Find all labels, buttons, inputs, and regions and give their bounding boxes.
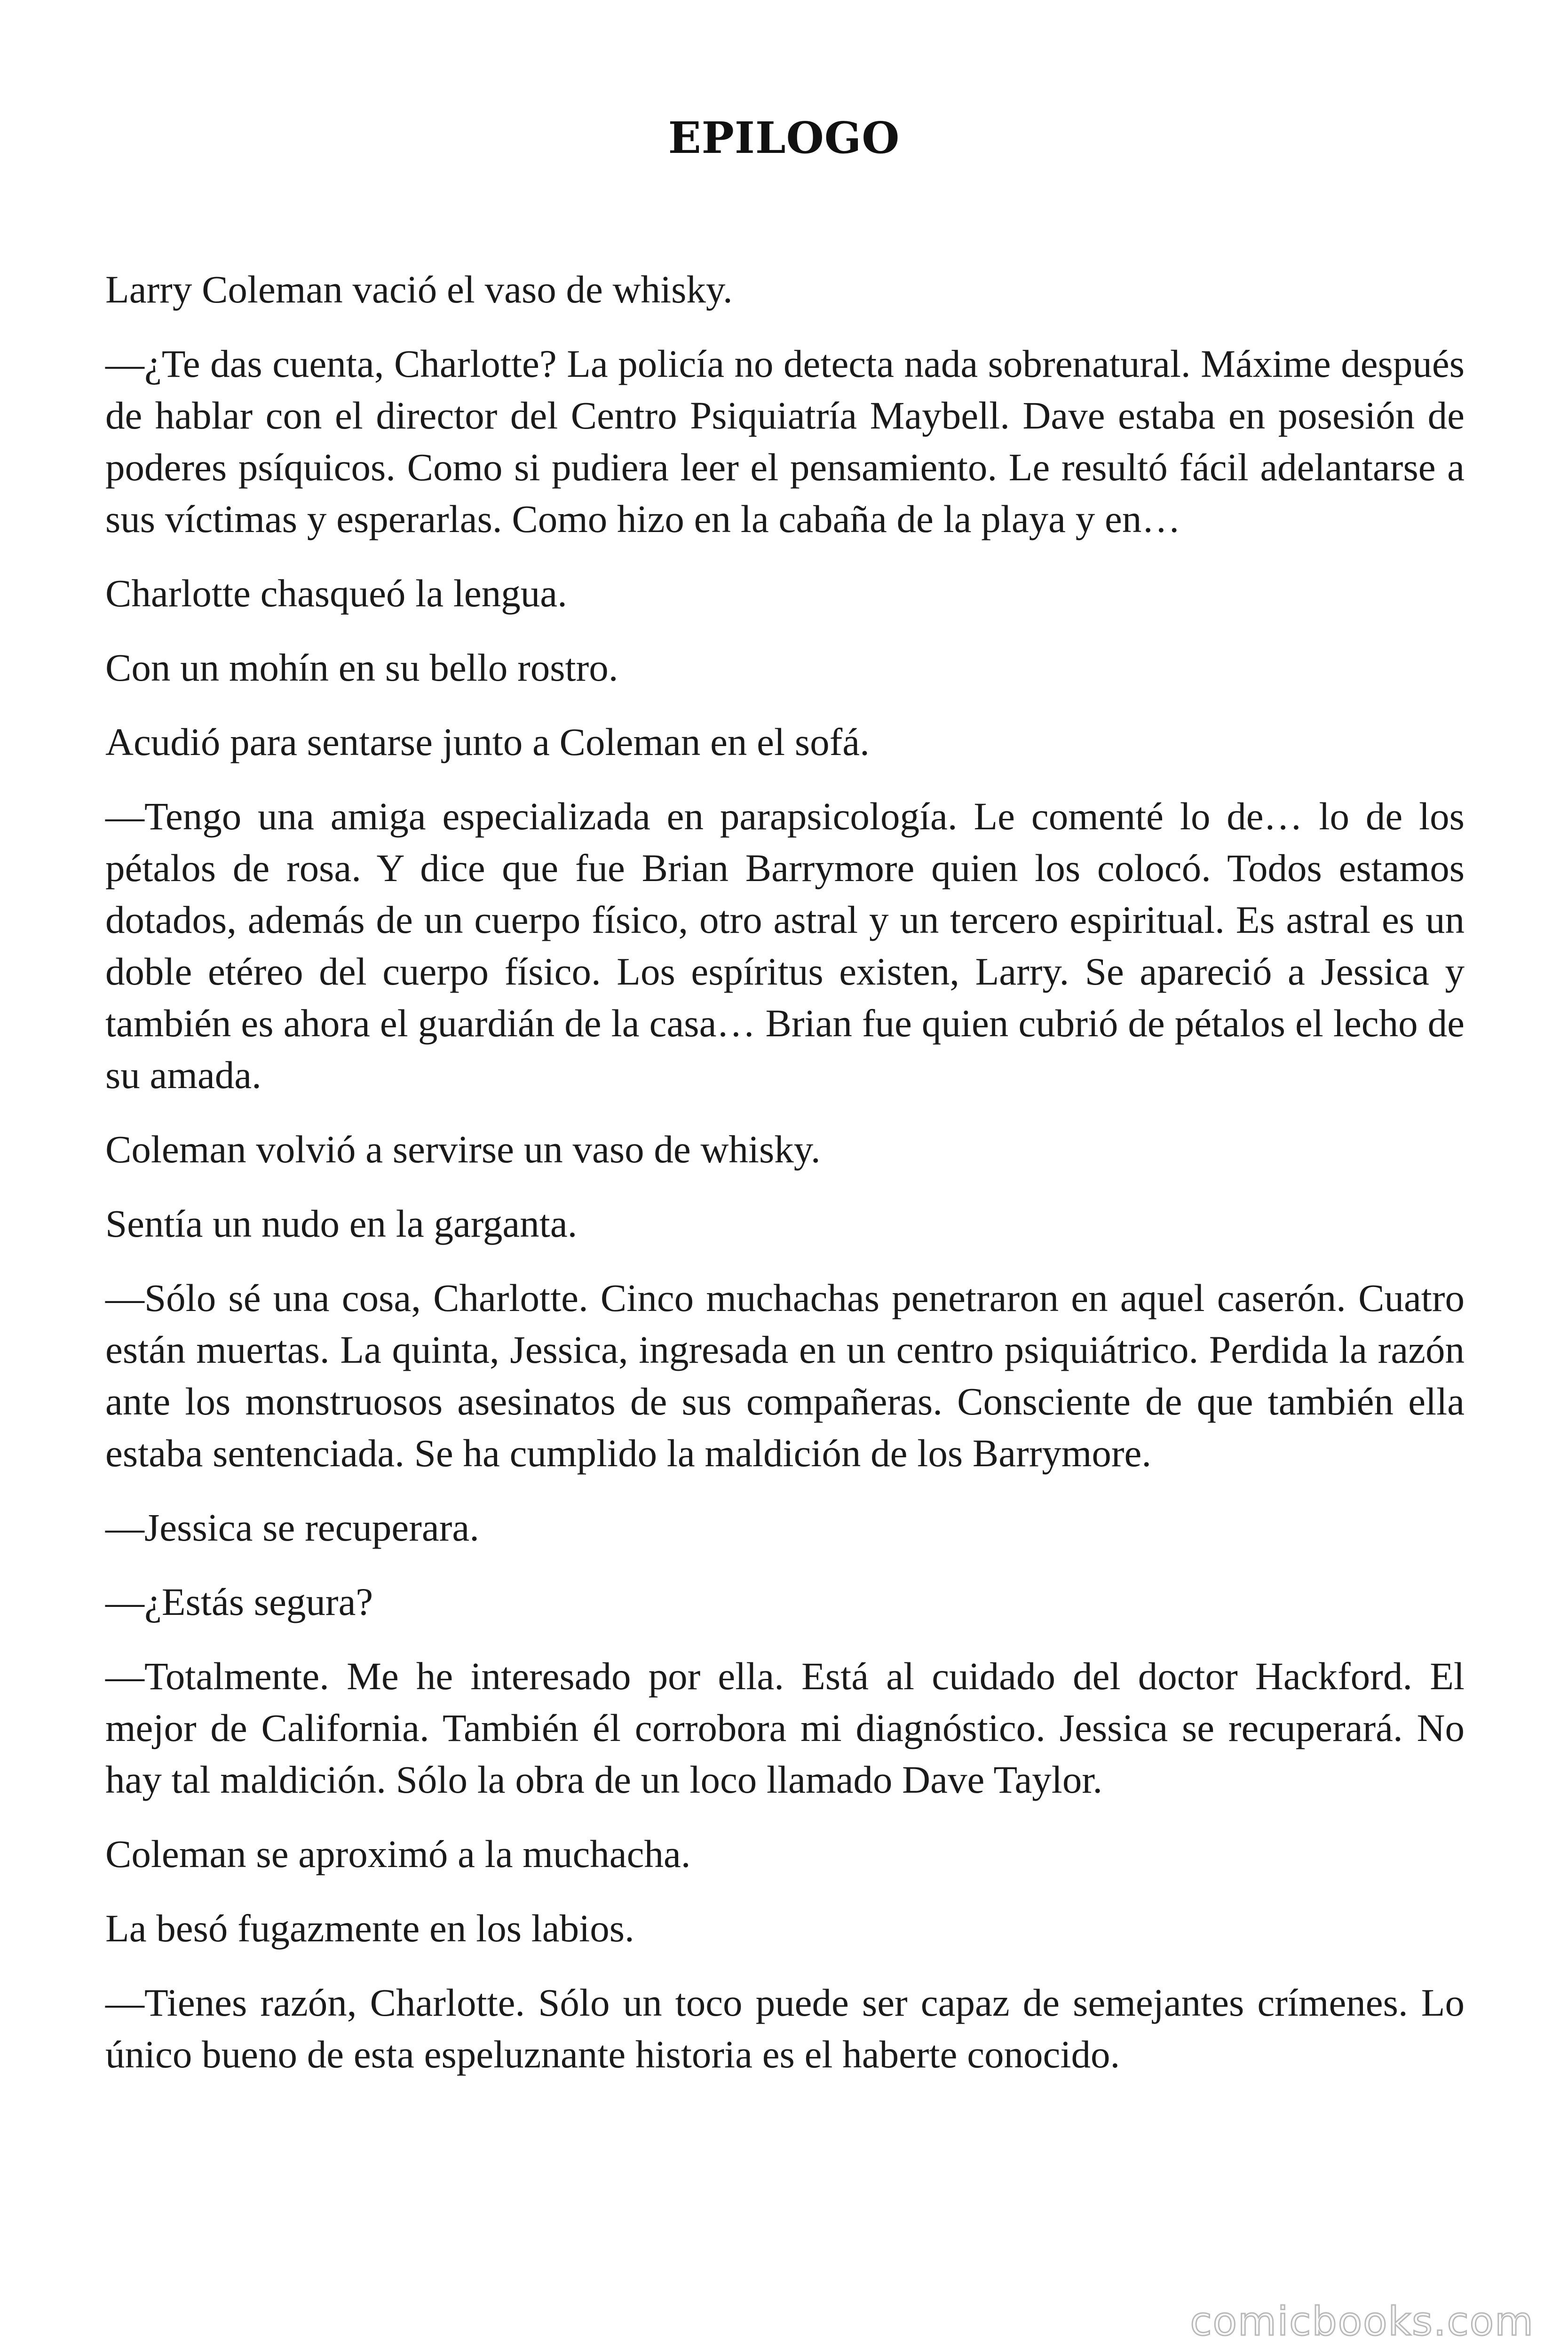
watermark: comicbooks.com xyxy=(1190,2298,1534,2344)
paragraph: Acudió para sentarse junto a Coleman en el sofá. xyxy=(105,720,870,763)
paragraph: Con un mohín en su bello rostro. xyxy=(105,646,618,689)
paragraph: —Totalmente. Me he interesado por ella. Está al cuidado del doctor Hackford. El mejor de California. También él corrobora mi diagnóstico. Jessica se recuperará. No hay tal maldición. Sólo la obra de un loco llamado Dave Taylor. xyxy=(105,1654,1465,1801)
paragraph: Sentía un nudo en la garganta. xyxy=(105,1202,578,1245)
paragraph: —Tengo una amiga especializada en parapsicología. Le comenté lo de… lo de los pétalos de rosa. Y dice que fue Brian Barrymore quien los colocó. Todos estamos dotados, además de un cuerpo físico, otro astral y un tercero espiritual. Es astral es un doble etéreo del cuerpo físico. Los espíritus existen, Larry. Se apareció a Jessica y también es ahora el guardián de la casa… Brian fue quien cubrió de pétalos el lecho de su amada. xyxy=(105,795,1465,1097)
paragraph: —Tienes razón, Charlotte. Sólo un toco puede ser capaz de semejantes crímenes. Lo único bueno de esta espeluznante historia es el haberte conocido. xyxy=(105,1981,1465,2076)
paragraph: Charlotte chasqueó la lengua. xyxy=(105,572,567,615)
paragraph: Coleman volvió a servirse un vaso de whisky. xyxy=(105,1128,821,1171)
paragraph: —¿Te das cuenta, Charlotte? La policía no detecta nada sobrenatural. Máxime después de hablar con el director del Centro Psiquiatría Maybell. Dave estaba en posesión de poderes psíquicos. Como si pudiera leer el pensamiento. Le resultó fácil adelantarse a sus víctimas y esperarlas. Como hizo en la cabaña de la playa y en… xyxy=(105,342,1465,540)
paragraph: Larry Coleman vació el vaso de whisky. xyxy=(105,268,733,311)
chapter-body xyxy=(105,263,1465,2103)
paragraph: —Jessica se recuperara. xyxy=(105,1506,479,1549)
paragraph: La besó fugazmente en los labios. xyxy=(105,1907,634,1950)
paragraph: —¿Estás segura? xyxy=(105,1580,373,1623)
paragraph: —Sólo sé una cosa, Charlotte. Cinco muchachas penetraron en aquel caserón. Cuatro están muertas. La quinta, Jessica, ingresada en un centro psiquiátrico. Perdida la razón ante los monstruosos asesinatos de sus compañeras. Consciente de que también ella estaba sentenciada. Se ha cumplido la maldición de los Barrymore. xyxy=(105,1276,1465,1475)
paragraph: Coleman se aproximó a la muchacha. xyxy=(105,1832,691,1875)
chapter-title: EPILOGO xyxy=(668,112,900,163)
